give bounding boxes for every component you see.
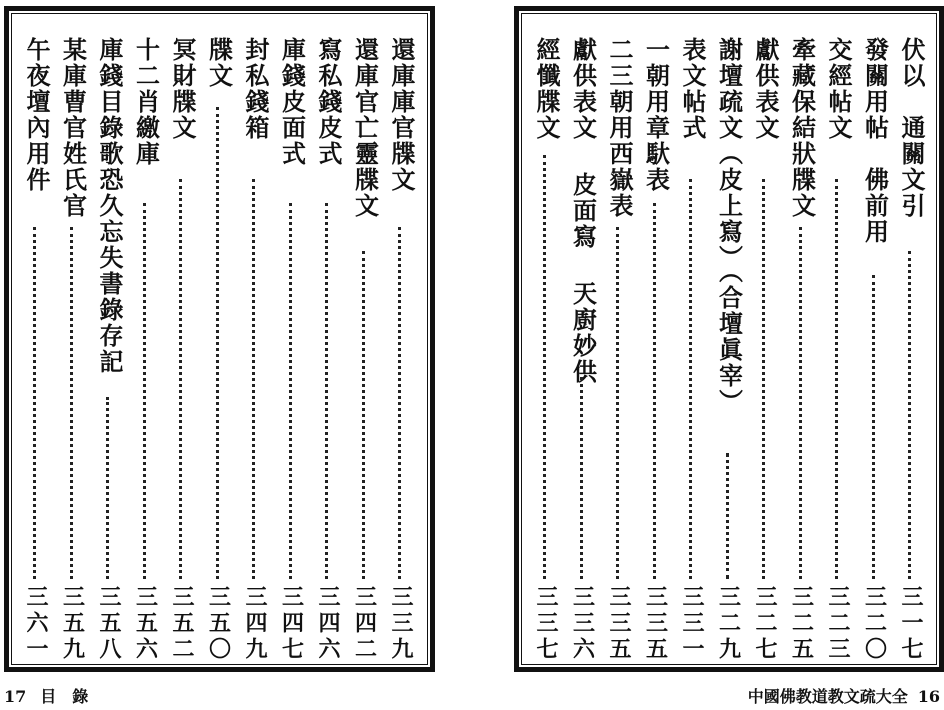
left-entry-title: 封私錢箱 <box>241 37 270 141</box>
left-page-footer <box>4 684 102 707</box>
left-entry-title: 某庫曹官姓氏官 <box>58 37 88 219</box>
left-toc-entry <box>383 37 419 663</box>
left-entry-page-number: 三五八 <box>96 585 122 663</box>
right-toc-entry <box>638 37 674 663</box>
right-dot-leader <box>616 227 619 579</box>
left-entry-title: 寫私錢皮式 <box>314 37 343 167</box>
left-dot-leader <box>289 203 292 579</box>
right-entry-page-number: 三二五 <box>788 585 815 663</box>
right-entry-title: 表文帖式 <box>678 37 707 141</box>
right-entry-page-number: 三三六 <box>569 585 596 663</box>
right-entry-title: 獻供表文 <box>751 37 780 141</box>
right-entry-title: 交經帖文 <box>824 37 853 141</box>
left-dot-leader <box>143 203 146 579</box>
left-dot-leader <box>216 107 219 579</box>
left-toc-entry <box>237 37 273 663</box>
left-entry-page-number: 三五六 <box>132 585 159 663</box>
right-entry-page-number: 三二七 <box>752 585 778 663</box>
left-entry-title: 牒文 <box>204 37 234 89</box>
right-entry-page-number: 三一七 <box>898 585 924 663</box>
right-entry-page-number: 三二九 <box>715 585 742 663</box>
left-dot-leader <box>325 203 328 579</box>
left-entry-page-number: 三五二 <box>169 585 195 663</box>
right-toc-entry <box>674 37 710 663</box>
right-entry-page-number: 三三五 <box>642 585 669 663</box>
right-page-frame <box>514 6 944 672</box>
right-toc-entry <box>528 37 564 663</box>
left-entry-page-number: 三五〇 <box>205 585 232 663</box>
right-dot-leader <box>580 377 583 579</box>
right-toc-entry <box>601 37 637 663</box>
left-entry-page-number: 三四七 <box>278 585 305 663</box>
left-dot-leader <box>398 227 401 579</box>
left-toc-entry <box>128 37 164 663</box>
left-toc-entry <box>274 37 310 663</box>
left-entry-page-number: 三四六 <box>315 585 341 663</box>
right-toc-entry <box>784 37 820 663</box>
right-toc-entry <box>565 37 601 663</box>
left-entry-title: 冥財牒文 <box>168 37 197 141</box>
left-entry-page-number: 三四二 <box>351 585 378 663</box>
left-dot-leader <box>362 251 365 579</box>
left-page-number: 17 <box>4 687 27 706</box>
right-page-footer <box>738 684 940 707</box>
left-entry-page-number: 三四九 <box>242 585 268 663</box>
left-entry-title: 十二肖繳庫 <box>131 37 161 167</box>
left-dot-leader <box>33 227 36 579</box>
right-running-title: 中國佛教道教文疏大全 <box>747 687 908 706</box>
right-dot-leader <box>653 203 656 579</box>
right-entry-title: 謝壇疏文（皮上寫）（合壇眞宰） <box>714 37 744 415</box>
left-toc-entry <box>201 37 237 663</box>
right-dot-leader <box>689 179 692 579</box>
right-toc-entry <box>747 37 783 663</box>
right-entry-page-number: 三三五 <box>606 585 632 663</box>
left-toc-entry <box>55 37 91 663</box>
left-toc-entry <box>164 37 200 663</box>
left-entry-page-number: 三六一 <box>23 585 49 663</box>
right-dot-leader <box>726 453 729 579</box>
right-dot-leader <box>908 251 911 579</box>
right-entry-title: 一朝用章馱表 <box>641 37 671 193</box>
left-dot-leader <box>70 227 73 579</box>
left-entry-title: 庫錢皮面式 <box>277 37 307 167</box>
right-entry-title: 二三朝用西嶽表 <box>605 37 634 219</box>
right-dot-leader <box>762 179 765 579</box>
right-page-number: 16 <box>917 687 940 706</box>
left-toc-entry <box>18 37 54 663</box>
left-dot-leader <box>106 397 109 579</box>
right-entry-title: 發關用帖 佛前用 <box>860 37 890 245</box>
right-entry-page-number: 三三一 <box>679 585 705 663</box>
left-toc-entry <box>91 37 127 663</box>
left-entry-title: 還庫庫官牒文 <box>387 37 416 193</box>
left-page-frame <box>4 6 435 672</box>
right-entry-title: 伏以 通關文引 <box>897 37 926 219</box>
right-toc-entry <box>893 37 929 663</box>
right-entry-page-number: 三二三 <box>825 585 851 663</box>
left-entry-title: 午夜壇內用件 <box>22 37 51 193</box>
right-entry-page-number: 三二〇 <box>861 585 888 663</box>
right-dot-leader <box>543 155 546 579</box>
right-dot-leader <box>872 275 875 579</box>
left-entry-page-number: 三五九 <box>59 585 86 663</box>
left-toc-entry <box>347 37 383 663</box>
left-toc-entry <box>310 37 346 663</box>
left-entry-title: 庫錢目錄歌恐久忘失書錄存記 <box>95 37 124 375</box>
left-entry-title: 還庫官亡靈牒文 <box>350 37 380 219</box>
left-entry-page-number: 三三九 <box>388 585 414 663</box>
right-toc-entry <box>857 37 893 663</box>
left-dot-leader <box>252 179 255 579</box>
left-running-title: 目 錄 <box>40 687 89 706</box>
right-dot-leader <box>835 179 838 579</box>
left-dot-leader <box>179 179 182 579</box>
right-toc-entry <box>711 37 747 663</box>
right-entry-title: 經懺牒文 <box>532 37 561 141</box>
right-dot-leader <box>799 227 802 579</box>
right-entry-title: 牽藏保結狀牒文 <box>787 37 817 219</box>
right-entry-page-number: 三三七 <box>533 585 559 663</box>
right-toc-entry <box>820 37 856 663</box>
right-entry-title: 獻供表文 皮面寫 天廚妙供 <box>568 37 598 385</box>
